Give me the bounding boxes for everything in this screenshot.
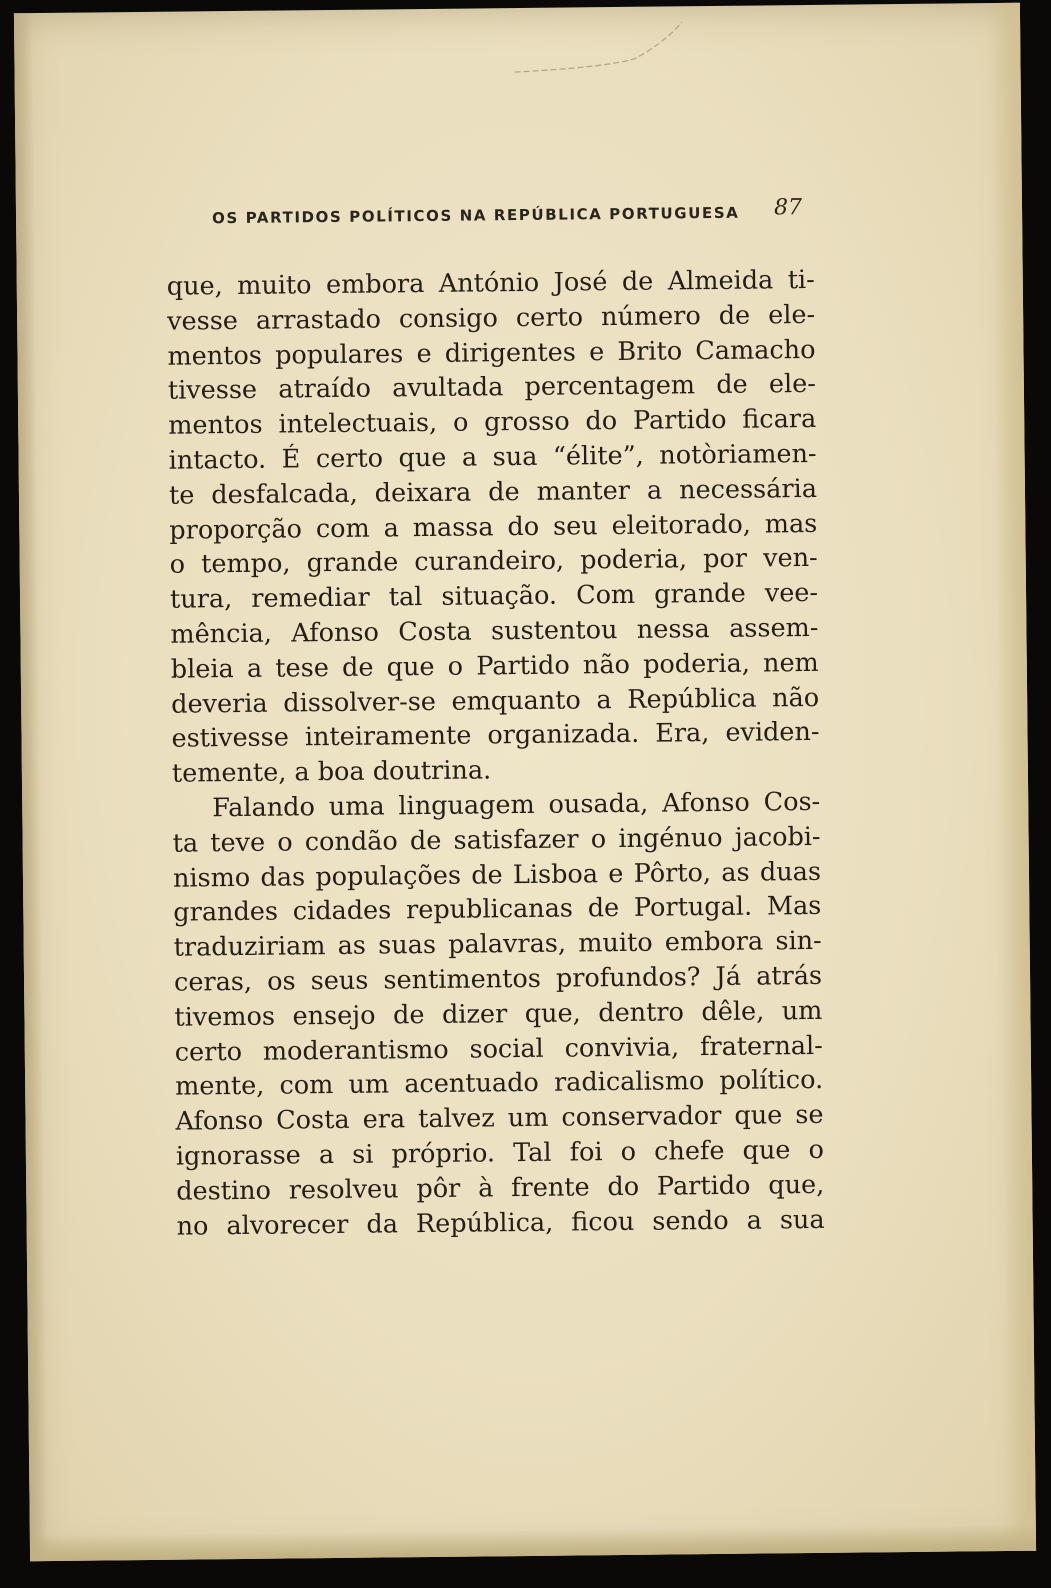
page-left-edge-shadow [14, 13, 48, 1561]
text-line: nismo das populações de Lisboa e Pôrto, as duas [172, 856, 822, 894]
body-text [167, 263, 825, 1244]
page-right-edge-shadow [990, 3, 1036, 1551]
text-line: mência, Afonso Costa sustentou nessa assem- [170, 612, 819, 650]
text-line: no alvorecer da República, ficou sendo a sua [176, 1204, 825, 1242]
text-line: tivesse atraído avultada percentagem de ele- [167, 369, 817, 407]
text-line: tura, remediar tal situação. Com grande vee- [169, 578, 819, 615]
text-line: que, muito embora António José de Almeida ti- [166, 264, 815, 302]
text-line: grandes cidades republicanas de Portugal. Mas [173, 891, 822, 929]
page-number: 87 [773, 195, 803, 221]
text-line: mentos intelectuais, o grosso do Partido ficara [168, 404, 817, 441]
text-line: vesse arrastado consigo certo número de ele- [167, 299, 816, 337]
text-line: bleia a tese de que o Partido não poderia, nem [170, 647, 819, 685]
text-line: Afonso Costa era talvez um conservador que se [175, 1100, 824, 1137]
page-bottom-edge-shadow [30, 1525, 1036, 1562]
text-line: deveria dissolver-se emquanto a República não [171, 682, 820, 720]
text-line-paragraph-start: Falando uma linguagem ousada, Afonso Cos- [212, 786, 821, 824]
text-line: destino resolveu pôr à frente do Partido que, [176, 1169, 825, 1207]
text-line: ignorasse a si próprio. Tal foi o chefe que o [175, 1134, 825, 1172]
text-line: o tempo, grande curandeiro, poderia, por ven- [169, 543, 818, 581]
text-line: traduziriam as suas palavras, muito embora sin- [173, 926, 822, 963]
book-page [14, 3, 1036, 1561]
text-line: te desfalcada, deixara de manter a necessária [168, 473, 818, 511]
paper-crease-mark [514, 18, 685, 80]
text-line: intacto. É certo que a sua “élite”, notòriamen- [168, 438, 817, 476]
running-head [212, 195, 812, 231]
text-line: proporção com a massa do seu eleitorado, mas [169, 508, 818, 546]
text-line: mente, com um acentuado radicalismo político. [175, 1065, 824, 1103]
text-line: certo moderantismo social convivia, fraternal- [174, 1030, 823, 1068]
text-line-paragraph-end: temente, a boa doutrina. [171, 755, 492, 789]
running-title: OS PARTIDOS POLÍTICOS NA REPÚBLICA PORTUGUESA [211, 203, 740, 228]
text-line: mentos populares e dirigentes e Brito Camacho [167, 334, 816, 372]
text-line: estivesse inteiramente organizada. Era, eviden- [171, 717, 820, 755]
text-line: ceras, os seus sentimentos profundos? Já atrás [173, 960, 823, 998]
text-line: tivemos ensejo de dizer que, dentro dêle, um [174, 995, 823, 1033]
text-line: ta teve o condão de satisfazer o ingénuo jacobi- [172, 821, 821, 859]
